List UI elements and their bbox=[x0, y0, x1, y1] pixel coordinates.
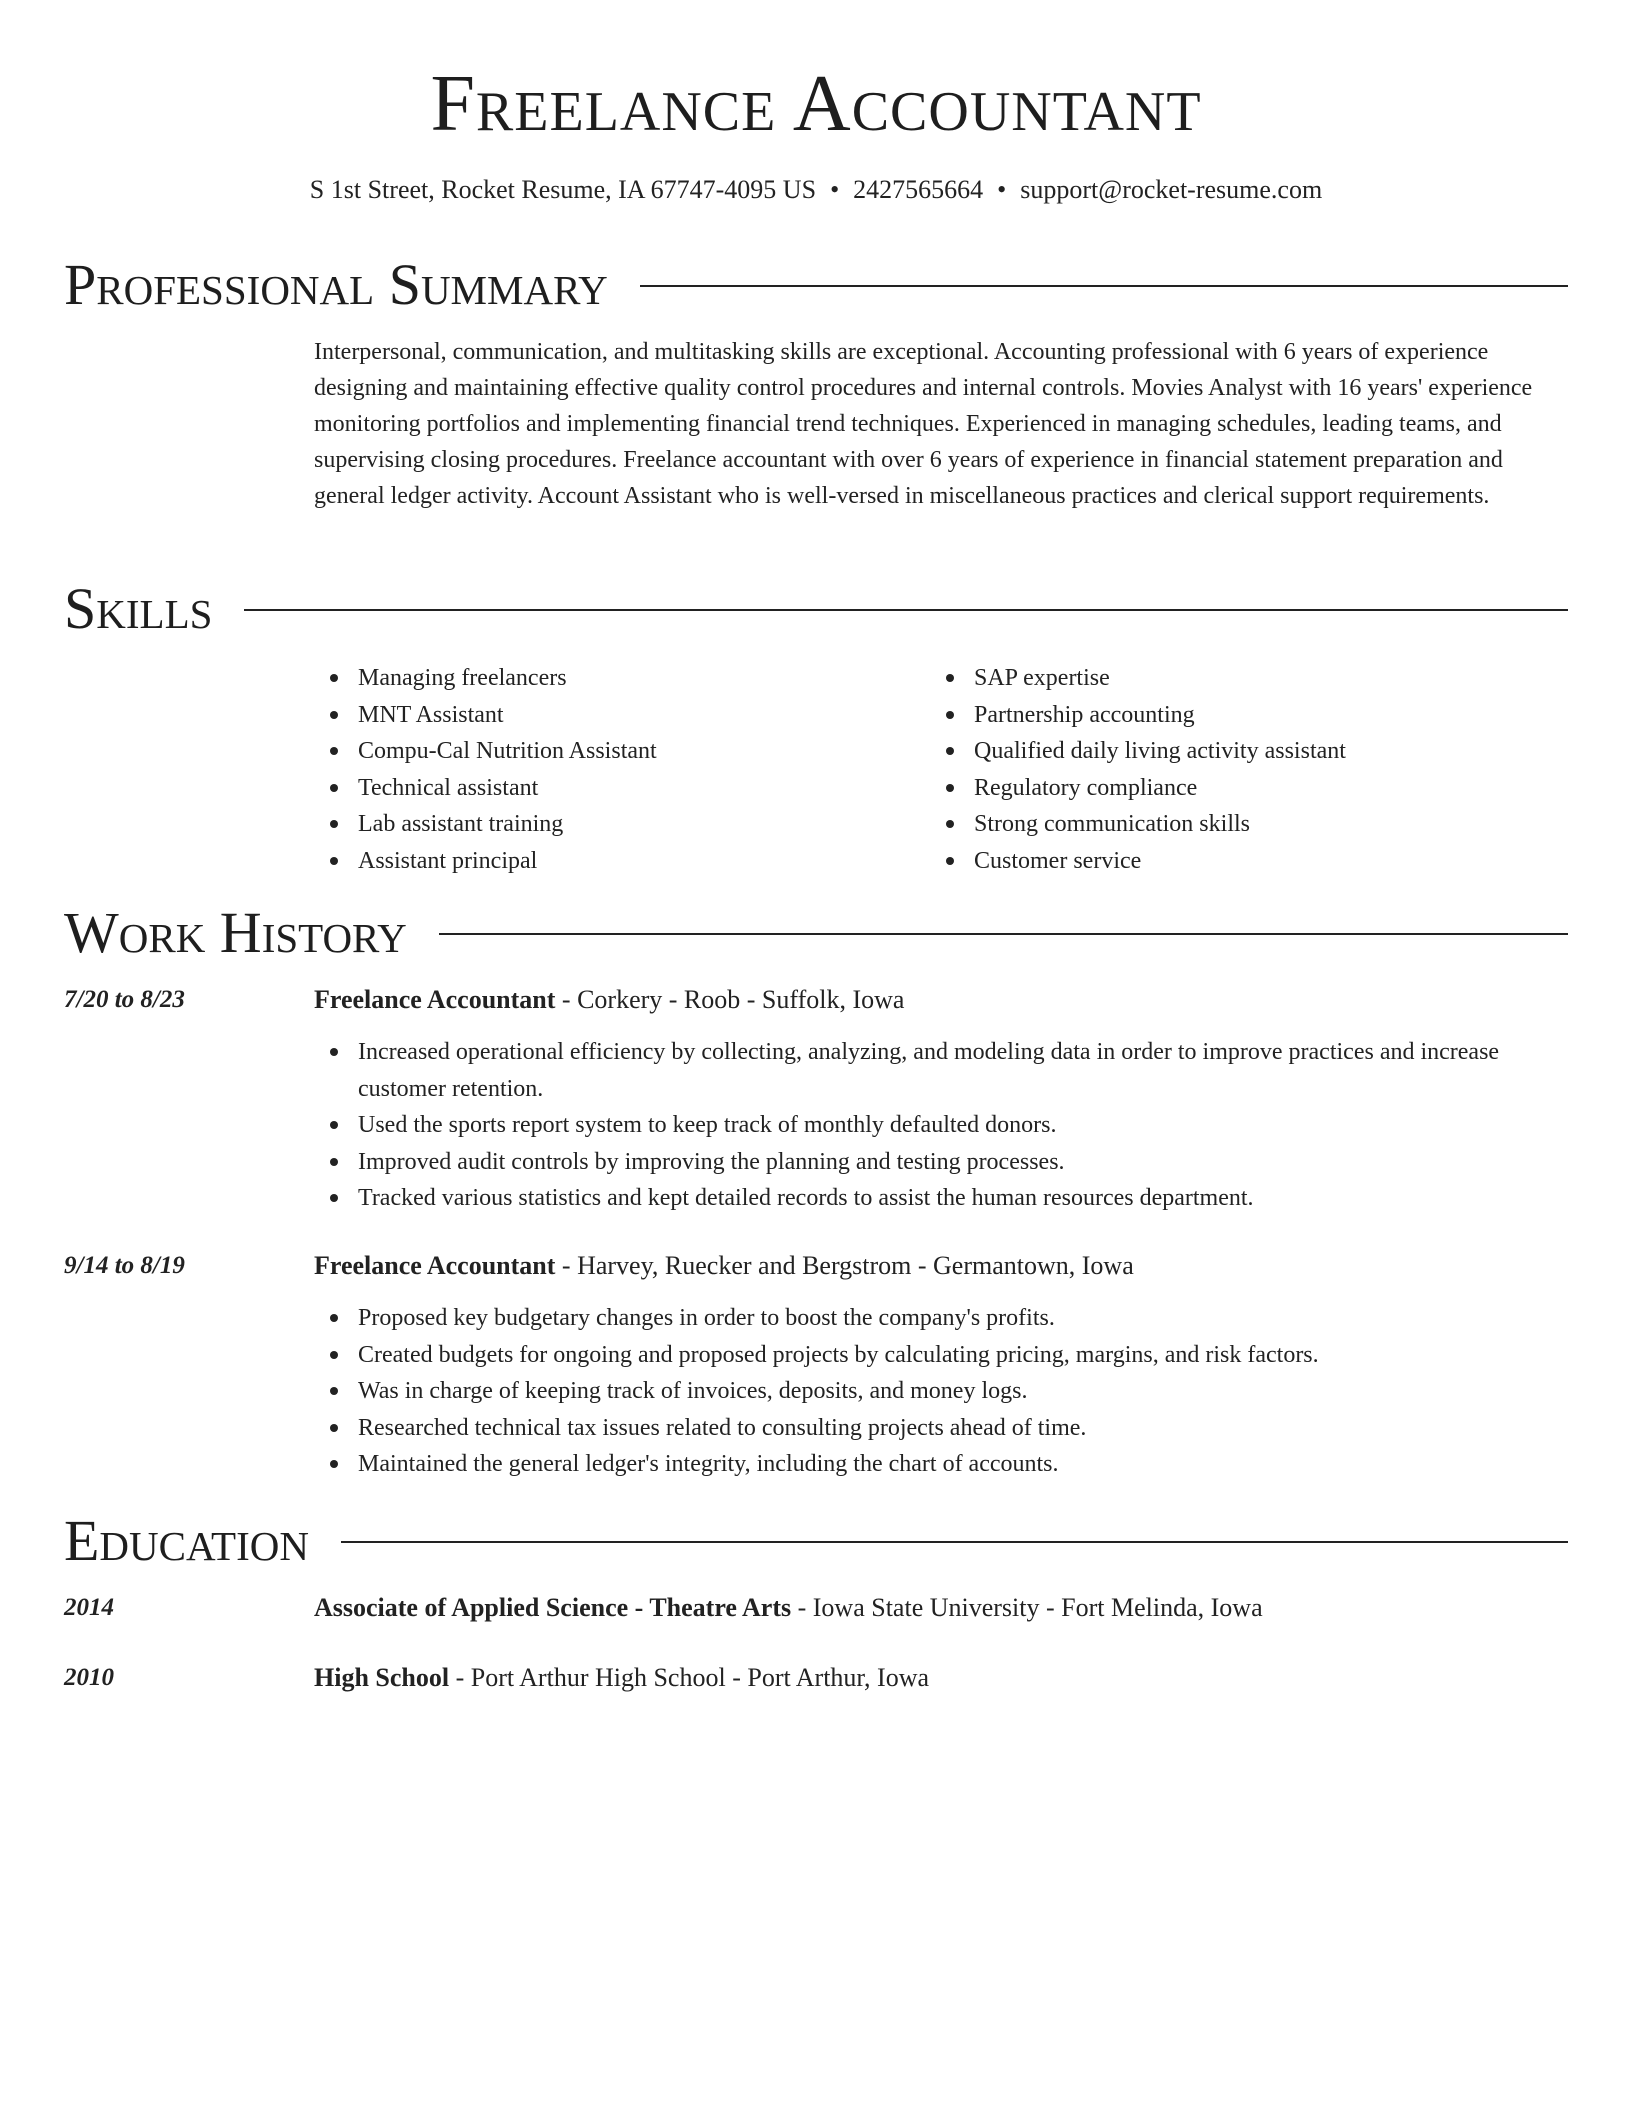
bullet-icon bbox=[330, 784, 338, 792]
job-bullets bbox=[314, 1300, 1568, 1483]
education-degree: Associate of Applied Science - Theatre Arts bbox=[314, 1593, 792, 1622]
job-details: - Harvey, Ruecker and Bergstrom - Germantown, Iowa bbox=[555, 1251, 1134, 1280]
job-position: Freelance Accountant bbox=[314, 985, 556, 1014]
bullet-icon bbox=[330, 1048, 338, 1056]
section-divider bbox=[341, 1541, 1568, 1543]
job-bullet bbox=[314, 1034, 1568, 1107]
job-bullet bbox=[314, 1144, 1568, 1181]
skill-item bbox=[930, 806, 1530, 843]
skill-label: Technical assistant bbox=[358, 774, 539, 801]
bullet-icon bbox=[330, 1121, 338, 1129]
skill-label: SAP expertise bbox=[974, 665, 1110, 691]
bullet-icon bbox=[946, 674, 954, 682]
bullet-icon bbox=[330, 1424, 338, 1432]
job-bullet bbox=[314, 1107, 1568, 1144]
section-divider bbox=[439, 933, 1568, 935]
bullet-icon bbox=[946, 857, 954, 865]
skill-label: Regulatory compliance bbox=[974, 774, 1198, 801]
bullet-icon bbox=[330, 1351, 338, 1359]
section-title: Education bbox=[64, 1508, 309, 1573]
skill-item bbox=[930, 733, 1530, 770]
skill-item bbox=[930, 843, 1530, 880]
resume-name: Freelance Accountant bbox=[430, 60, 1202, 148]
job-position: Freelance Accountant bbox=[314, 1251, 556, 1280]
bullet-icon bbox=[330, 1158, 338, 1166]
contact-phone: 2427565664 bbox=[853, 175, 984, 204]
skill-label: MNT Assistant bbox=[358, 701, 504, 728]
bullet-text: Tracked various statistics and kept detailed records to assist the human resources department. bbox=[358, 1185, 1254, 1211]
job-bullet bbox=[314, 1337, 1568, 1374]
contact-address: S 1st Street, Rocket Resume, IA 67747-4095 US bbox=[309, 175, 817, 204]
section-heading-summary bbox=[64, 250, 1568, 320]
job-bullets bbox=[314, 1034, 1568, 1217]
bullet-text: Increased operational efficiency by collecting, analyzing, and modeling data in order to improve practices and increase customer retention. bbox=[358, 1039, 1500, 1102]
education-degree: High School bbox=[314, 1663, 450, 1692]
skill-item bbox=[930, 697, 1530, 734]
section-title: Skills bbox=[64, 576, 213, 641]
skill-label: Lab assistant training bbox=[358, 811, 564, 837]
education-line bbox=[314, 1590, 1568, 1626]
section-heading-work-history bbox=[64, 898, 1568, 968]
bullet-icon bbox=[946, 820, 954, 828]
job-dates: 9/14 to 8/19 bbox=[64, 1252, 185, 1279]
bullet-text: Used the sports report system to keep track of monthly defaulted donors. bbox=[358, 1112, 1057, 1138]
bullet-icon bbox=[330, 1314, 338, 1322]
skill-item bbox=[314, 733, 914, 770]
skill-item bbox=[314, 843, 914, 880]
section-divider bbox=[244, 609, 1568, 611]
skill-item bbox=[930, 660, 1530, 697]
bullet-icon bbox=[946, 747, 954, 755]
bullet-text: Maintained the general ledger's integrity, including the chart of accounts. bbox=[358, 1451, 1059, 1477]
job-bullet bbox=[314, 1300, 1568, 1337]
education-year: 2014 bbox=[64, 1594, 114, 1621]
contact-separator: • bbox=[997, 175, 1007, 204]
job-title-line bbox=[314, 1248, 1568, 1284]
section-title: Work History bbox=[64, 900, 407, 965]
bullet-icon bbox=[330, 1194, 338, 1202]
section-heading-skills bbox=[64, 574, 1568, 644]
skill-item bbox=[314, 806, 914, 843]
education-year: 2010 bbox=[64, 1664, 114, 1691]
bullet-icon bbox=[946, 711, 954, 719]
skill-item bbox=[314, 660, 914, 697]
education-details: - Port Arthur High School - Port Arthur, Iowa bbox=[449, 1663, 930, 1692]
job-bullet bbox=[314, 1180, 1568, 1217]
bullet-text: Was in charge of keeping track of invoices, deposits, and money logs. bbox=[358, 1378, 1028, 1404]
bullet-icon bbox=[330, 674, 338, 682]
job-bullet bbox=[314, 1410, 1568, 1447]
education-line bbox=[314, 1660, 1568, 1696]
skills-list-left bbox=[314, 660, 914, 879]
bullet-text: Improved audit controls by improving the planning and testing processes. bbox=[358, 1148, 1065, 1175]
skill-label: Compu-Cal Nutrition Assistant bbox=[358, 738, 657, 764]
contact-separator: • bbox=[830, 175, 840, 204]
skill-label: Partnership accounting bbox=[974, 701, 1195, 728]
education-details: - Iowa State University - Fort Melinda, Iowa bbox=[791, 1593, 1263, 1622]
job-dates: 7/20 to 8/23 bbox=[64, 986, 185, 1013]
skill-item bbox=[314, 770, 914, 807]
contact-email[interactable]: support@rocket-resume.com bbox=[1020, 175, 1323, 204]
skill-item bbox=[930, 770, 1530, 807]
bullet-icon bbox=[330, 1387, 338, 1395]
bullet-text: Researched technical tax issues related to consulting projects ahead of time. bbox=[358, 1414, 1087, 1441]
section-title: Professional Summary bbox=[64, 252, 608, 317]
skills-list-right bbox=[930, 660, 1530, 879]
job-details: - Corkery - Roob - Suffolk, Iowa bbox=[555, 985, 905, 1014]
bullet-text: Created budgets for ongoing and proposed projects by calculating pricing, margins, and risk factors. bbox=[358, 1341, 1319, 1368]
bullet-icon bbox=[946, 784, 954, 792]
job-title-line bbox=[314, 982, 1568, 1018]
job-bullet bbox=[314, 1446, 1568, 1483]
section-divider bbox=[640, 285, 1568, 287]
section-heading-education bbox=[64, 1506, 1568, 1576]
skill-label: Assistant principal bbox=[358, 847, 538, 874]
skill-label: Qualified daily living activity assistant bbox=[974, 738, 1346, 764]
job-bullet bbox=[314, 1373, 1568, 1410]
bullet-icon bbox=[330, 820, 338, 828]
skill-label: Managing freelancers bbox=[358, 665, 567, 691]
skill-label: Strong communication skills bbox=[974, 811, 1250, 837]
bullet-icon bbox=[330, 711, 338, 719]
bullet-text: Proposed key budgetary changes in order to boost the company's profits. bbox=[358, 1305, 1055, 1331]
bullet-icon bbox=[330, 747, 338, 755]
bullet-icon bbox=[330, 857, 338, 865]
skill-item bbox=[314, 697, 914, 734]
contact-line bbox=[0, 172, 1632, 208]
skill-label: Customer service bbox=[974, 847, 1142, 874]
summary-text: Interpersonal, communication, and multitasking skills are exceptional. Accounting professional with 6 years of experience designing and maintaining effective quality control procedures and internal controls. Movies Analyst with 16 years' experience monitoring portfolios and implementing financial trend techniques. Experienced in managing schedules, leading teams, and supervising closing procedures. Freelance accountant with over 6 years of experience in financial statement preparation and general ledger activity. Account Assistant who is well-versed in miscellaneous practices and clerical support requirements. bbox=[314, 339, 1533, 509]
bullet-icon bbox=[330, 1460, 338, 1468]
